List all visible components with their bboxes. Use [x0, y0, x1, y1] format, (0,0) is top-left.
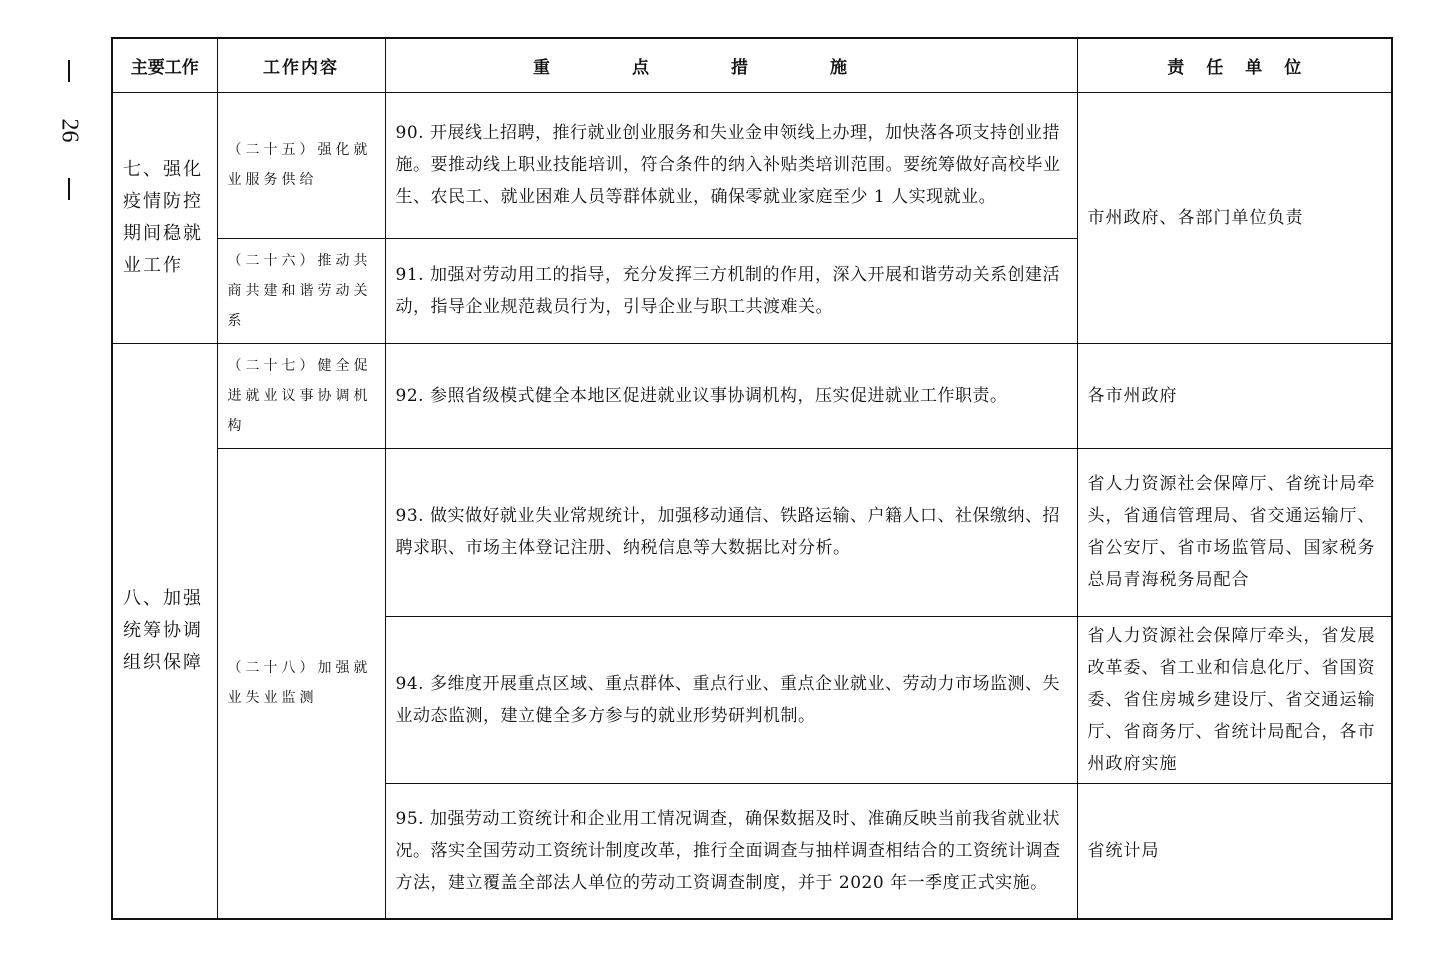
work-content-cell: （二十八）加强就业失业监测 — [217, 448, 385, 919]
page-number-dash-bottom — [68, 178, 70, 200]
category-cell: 七、强化疫情防控期间稳就业工作 — [112, 92, 217, 343]
work-content-cell: （二十七）健全促进就业议事协调机构 — [217, 343, 385, 448]
responsible-cell: 省统计局 — [1077, 783, 1392, 919]
table-row — [112, 448, 1392, 616]
category-cell: 八、加强统筹协调组织保障 — [112, 343, 217, 919]
page-number-dash-top — [68, 60, 70, 82]
responsible-cell: 省人力资源社会保障厅牵头，省发展改革委、省工业和信息化厅、省国资委、省住房城乡建设厅、省交通运输厅、省商务厅、省统计局配合，各市州政府实施 — [1077, 616, 1392, 783]
measure-cell: 90. 开展线上招聘，推行就业创业服务和失业金申领线上办理，加快落各项支持创业措施。要推动线上职业技能培训，符合条件的纳入补贴类培训范围。要统筹做好高校毕业生、农民工、就业困难人员等群体就业，确保零就业家庭至少 1 人实现就业。 — [385, 92, 1077, 238]
table-header-row — [112, 38, 1392, 92]
measure-cell: 95. 加强劳动工资统计和企业用工情况调查，确保数据及时、准确反映当前我省就业状况。落实全国劳动工资统计制度改革，推行全面调查与抽样调查相结合的工资统计调查方法，建立覆盖全部法人单位的劳动工资调查制度，并于 2020 年一季度正式实施。 — [385, 783, 1077, 919]
work-plan-table — [111, 37, 1393, 920]
responsible-cell: 市州政府、各部门单位负责 — [1077, 92, 1392, 343]
measure-cell: 94. 多维度开展重点区域、重点群体、重点行业、重点企业就业、劳动力市场监测、失业动态监测，建立健全多方参与的就业形势研判机制。 — [385, 616, 1077, 783]
work-content-cell: （二十五）强化就业服务供给 — [217, 92, 385, 238]
table-row — [112, 343, 1392, 448]
header-main-work: 主要工作 — [112, 38, 217, 92]
header-responsible-unit: 责任单位 — [1077, 38, 1392, 92]
responsible-cell: 省人力资源社会保障厅、省统计局牵头，省通信管理局、省交通运输厅、省公安厅、省市场监管局、国家税务总局青海税务局配合 — [1077, 448, 1392, 616]
measure-cell: 91. 加强对劳动用工的指导，充分发挥三方机制的作用，深入开展和谐劳动关系创建活动，指导企业规范裁员行为，引导企业与职工共渡难关。 — [385, 238, 1077, 343]
work-content-cell: （二十六）推动共商共建和谐劳动关系 — [217, 238, 385, 343]
page-number-text: 26 — [56, 118, 83, 142]
header-key-measures: 重点措施 — [385, 38, 1077, 92]
responsible-cell: 各市州政府 — [1077, 343, 1392, 448]
table-row — [112, 92, 1392, 238]
page-number — [52, 60, 86, 200]
header-work-content: 工作内容 — [217, 38, 385, 92]
measure-cell: 92. 参照省级模式健全本地区促进就业议事协调机构，压实促进就业工作职责。 — [385, 343, 1077, 448]
measure-cell: 93. 做实做好就业失业常规统计，加强移动通信、铁路运输、户籍人口、社保缴纳、招聘求职、市场主体登记注册、纳税信息等大数据比对分析。 — [385, 448, 1077, 616]
